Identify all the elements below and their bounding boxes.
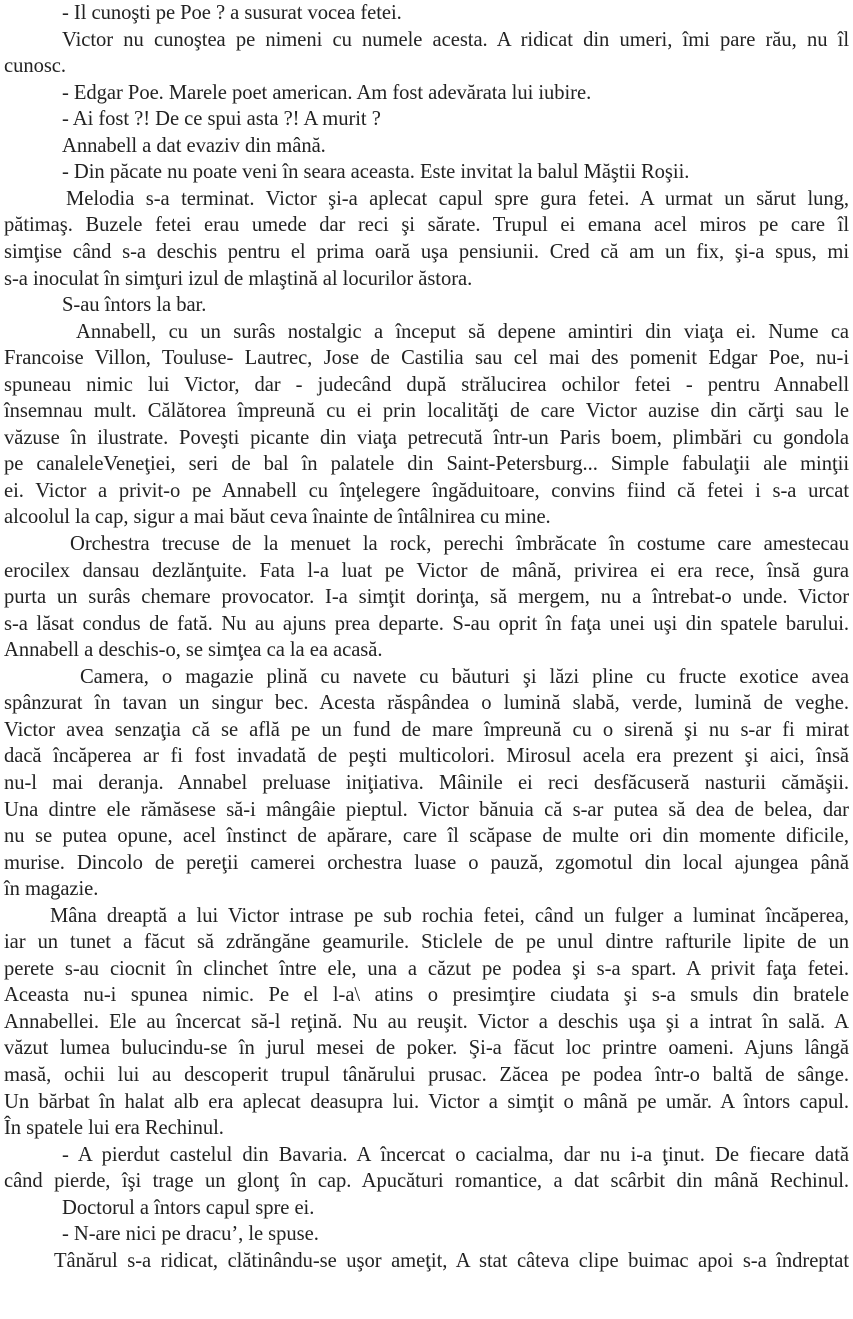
text-line: nu se putea opune, acel înstinct de apărare, care îl scăpase de multe ori din momente dificile, (4, 825, 849, 848)
text-line: - A pierdut castelul din Bavaria. A încercat o cacialma, dar nu i-a ţinut. De fiecare dată (62, 1143, 849, 1166)
text-line: - Edgar Poe. Marele poet american. Am fost adevărata lui iubire. (62, 81, 592, 104)
text-line: spuneau nimic lui Victor, dar - judecând după strălucirea ochilor fetei - pentru Annabell (4, 373, 849, 396)
text-line: Annabellei. Ele au încercat să-l reţină. Nu au reuşit. Victor a deschis uşa şi a intrat în sală. A (4, 1010, 849, 1033)
text-line: S-au întors la bar. (62, 294, 207, 317)
text-line: - N-are nici pe dracu’, le spuse. (62, 1223, 319, 1246)
text-line: s-a lăsat condus de fată. Nu au ajuns prea departe. S-au oprit în faţa unei uşi din spatele barului. (4, 612, 849, 635)
text-line: cunosc. (4, 55, 66, 78)
text-line: erocilex dansau dezlănţuite. Fata l-a luat pe Victor de mână, privirea ei era rece, însă gura (4, 559, 849, 582)
text-line: alcoolul la cap, sigur a mai băut ceva înainte de întâlnirea cu mine. (4, 506, 551, 529)
text-line: Victor nu cunoştea pe nimeni cu numele acesta. A ridicat din umeri, îmi pare rău, nu îl (62, 28, 849, 51)
text-line: Francoise Villon, Toulusе- Lautrec, Jose de Castilia sau cel mai des pomenit Edgar Poe, nu-i (4, 347, 849, 370)
text-line: simţise când s-a deschis pentru el prima oară uşa pensiunii. Cred că am un fix, şi-a spus, mi (4, 240, 849, 263)
text-line: Camera, o magazie plină cu navete cu băuturi şi lăzi pline cu fructe exotice avea (80, 665, 849, 688)
text-line: În spatele lui era Rechinul. (4, 1117, 224, 1140)
text-line: când pierde, îşi trage un glonţ în cap. Apucături romantice, a dat scârbit din mână Rechinul. (4, 1170, 849, 1193)
text-line: Orchestra trecuse de la menuet la rock, perechi îmbrăcate în costume care amestecau (70, 533, 849, 555)
text-line: Doctorul a întors capul spre ei. (62, 1196, 315, 1219)
text-line: văzut lumea bulucindu-se în jurul mesei de poker. Şi-a făcut loc printre oameni. Ajuns lângă (4, 1037, 849, 1060)
text-line: Una dintre ele rămăsese să-i mângâie pieptul. Victor bănuia că s-ar putea să dea de belea, dar (4, 798, 849, 821)
text-line: spânzurat în tavan un singur bec. Acesta răspândea o lumină slabă, verde, lumină de veghe. (4, 692, 849, 715)
text-line: murise. Dincolo de pereţii camerei orchestra luase o pauză, zgomotul din local ajungea până (4, 851, 849, 874)
text-line: purta un surâs chemare provocator. I-a simţit dorinţa, să mergem, nu a întrebat-o unde. Victor (4, 586, 849, 609)
text-line: Annabell a deschis-o, se simţea ca la ea acasă. (4, 639, 383, 662)
text-line: Victor avea senzaţia că se află pe un fund de mare împreună cu o sirenă şi nu s-ar fi mirat (4, 718, 849, 741)
text-line: dacă încăperea ar fi fost invadată de peşti multicolori. Mirosul acela era prezent şi aici, însă (4, 745, 849, 768)
text-line: Aceasta nu-i spunea nimic. Pe el l-a\ atins o presimţire ciudata şi s-a smuls din bratele (4, 984, 849, 1007)
text-line: iar un tunet a făcut să zdrăngăne geamurile. Sticlele de pe unul dintre rafturile lipite de un (4, 931, 849, 954)
text-line: Melodia s-a terminat. Victor şi-a aplecat capul spre gura fetei. A urmat un sărut lung, (66, 187, 849, 210)
text-line: Tânărul s-a ridicat, clătinându-se uşor ameţit, A stat câteva clipe buimac apoi s-a îndreptat (54, 1249, 849, 1272)
text-line: - Ai fost ?! De ce spui asta ?! A murit ? (62, 108, 381, 131)
text-line: Un bărbat în halat alb era aplecat deasupra lui. Victor a simţit o mână pe umăr. A întors capul. (4, 1090, 849, 1113)
text-line: - Din păcate nu poate veni în seara aceasta. Este invitat la balul Măştii Roşii. (62, 161, 690, 184)
text-line: ei. Victor a privit-o pe Annabell cu înţelegere îngăduitoare, convins fiind că fetei i s-a urcat (4, 479, 849, 502)
text-line: însemnau mult. Călătorea împreună cu ei prin localităţi de care Victor auzise din cărţi sau le (4, 400, 849, 423)
text-line: pe canaleleVeneţiei, seri de bal în palatele din Saint-Petersburg... Simple fabulaţii ale minţii (4, 453, 849, 476)
text-line: văzuse în ilustrate. Poveşti picante din viaţa petrecută într-un Paris boem, plimbări cu gondola (4, 426, 849, 449)
text-line: pătimaş. Buzele fetei erau umede dar reci şi sărate. Trupul ei emana acel miros pe care îl (4, 214, 849, 237)
text-line: Mâna dreaptă a lui Victor intrase pe sub rochia fetei, când un fulger a luminat încăperea, (50, 904, 849, 927)
text-line: nu-l mai deranja. Annabel preluase iniţiativa. Mâinile ei reci desfăcuseră nasturii cămăşii. (4, 771, 849, 794)
text-line: Annabell a dat evaziv din mână. (62, 134, 326, 157)
text-line: - Il cunoşti pe Poe ? a susurat vocea fetei. (62, 2, 402, 24)
text-line: perete s-au ciocnit în clinchet între ele, una a căzut pe podea şi s-a spart. A privit faţa fetei. (4, 957, 849, 980)
text-line: s-a inoculat în simţuri izul de mlaştină al locurilor ăstora. (4, 267, 473, 290)
text-line: masă, ochii lui au descoperit trupul tânărului prusac. Zăcea pe podea într-o baltă de sânge. (4, 1064, 849, 1086)
text-line: Annabell, cu un surâs nostalgic a început să depene amintiri din viaţa ei. Nume ca (76, 320, 849, 343)
text-line: în magazie. (4, 878, 99, 901)
